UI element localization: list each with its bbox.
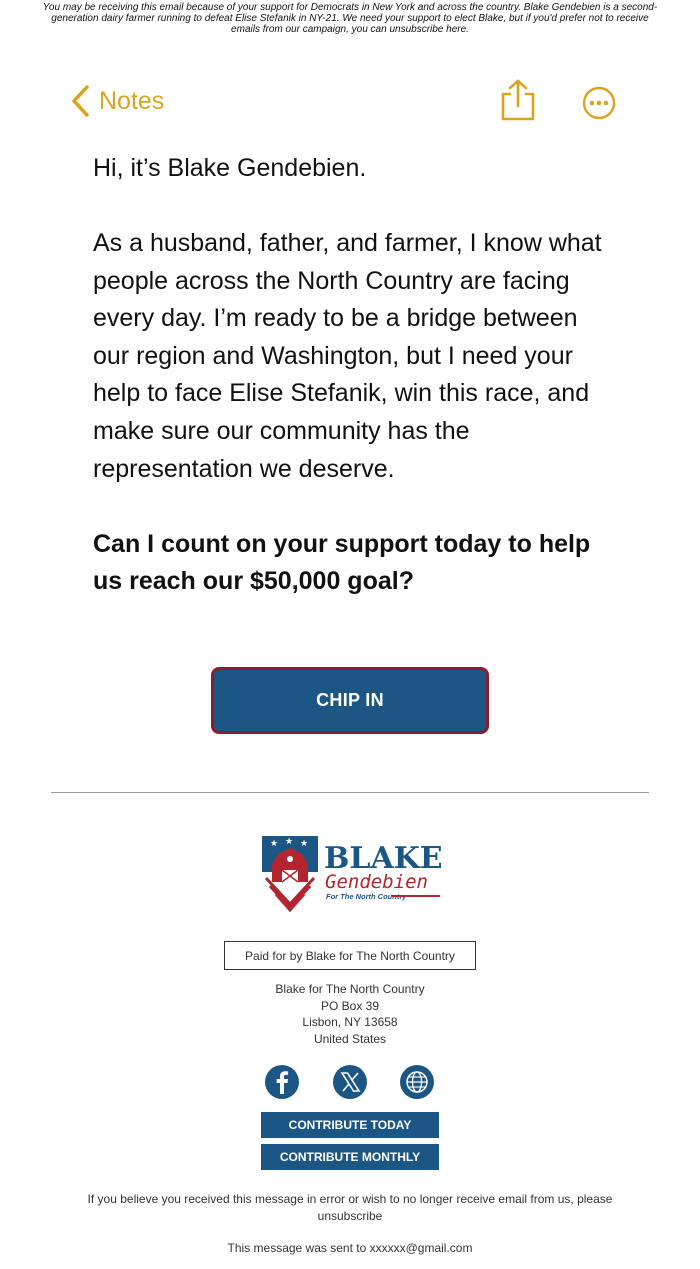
x-icon[interactable] [333,1065,367,1099]
more-icon[interactable] [582,86,616,120]
chip-in-button[interactable]: CHIP IN [211,667,489,734]
svg-text:★: ★ [285,837,294,847]
notes-back-button[interactable] [70,84,164,118]
sent-to-text: This message was sent to xxxxxx@gmail.com [227,1241,473,1255]
svg-text:★: ★ [270,839,279,849]
unsubscribe-notice [80,1191,620,1225]
campaign-logo [258,834,448,916]
note-ask: Can I count on your support today to help us reach our $50,000 goal? [93,530,591,596]
notes-header [70,78,630,128]
note-content [93,150,613,600]
social-links [265,1065,435,1099]
contribute-monthly-button[interactable]: CONTRIBUTE MONTHLY [261,1144,439,1170]
chevron-left-icon [70,84,92,118]
address-line: Blake for The North Country [275,982,425,996]
globe-icon[interactable] [400,1065,434,1099]
divider [51,792,649,793]
svg-text:★: ★ [300,839,309,849]
logo-name-top: BLAKE [324,841,443,876]
logo-name-bottom: Gendebien [325,871,428,893]
mailing-address [200,981,500,1048]
note-greeting: Hi, it’s Blake Gendebien. [93,154,367,182]
contribute-today-button[interactable]: CONTRIBUTE TODAY [261,1112,439,1138]
address-line: Lisbon, NY 13658 [302,1015,398,1030]
address-line: PO Box 39 [320,998,380,1013]
notes-back-label: Notes [99,86,165,115]
note-paragraph: As a husband, father, and farmer, I know what people across the North Country are facing every day. I’m ready to be a bridge between our region and Washington, but I need your help to face Elise Stefanik, win this race, and make sure our community has the representation we deserve. [93,229,602,483]
logo-tagline: For The North Country [326,892,407,901]
paid-for-disclaimer: Paid for by Blake for The North Country [224,941,476,970]
preheader-text: You may be receiving this email because of your support for Democrats in New York and across the country. Blake Gendebien is a second-generation dairy farmer running to defeat Elise Stefanik in NY-21. We need your support to elect Blake, but if you'd prefer not to receive emails from our campaign, you can unsubscribe here. [42,2,658,35]
facebook-icon[interactable] [265,1065,299,1099]
unsubscribe-text: If you believe you received this message in error or wish to no longer receive email from us, please [87,1192,613,1206]
unsubscribe-link[interactable]: unsubscribe [317,1209,383,1223]
share-icon[interactable] [498,78,538,122]
address-line: United States [313,1032,387,1047]
